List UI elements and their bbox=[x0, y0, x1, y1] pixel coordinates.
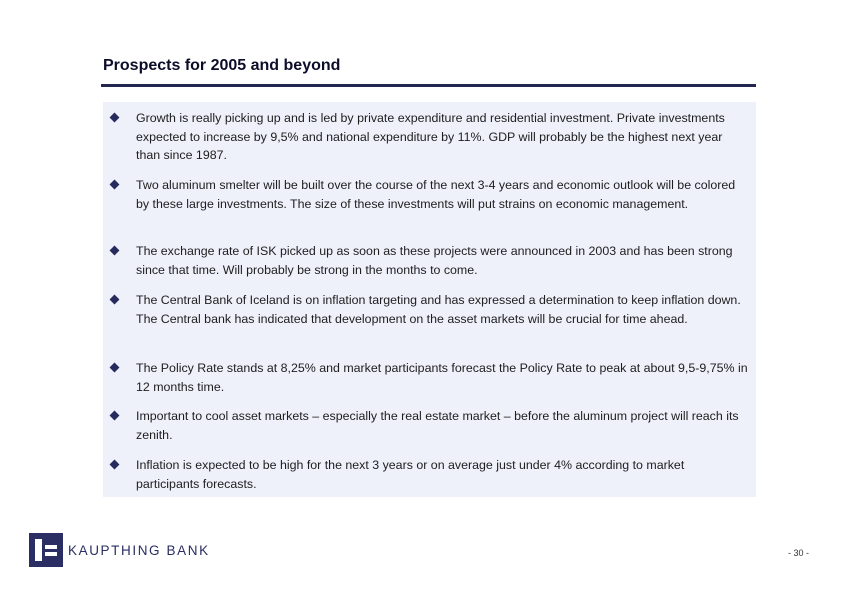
diamond-bullet-icon bbox=[110, 295, 120, 305]
bullet-panel bbox=[103, 102, 756, 497]
diamond-bullet-icon bbox=[110, 246, 120, 256]
diamond-bullet-icon bbox=[110, 113, 120, 123]
bullet-text: Inflation is expected to be high for the next 3 years or on average just under 4% according to market participants forecasts. bbox=[136, 458, 685, 491]
kaupthing-logo-icon bbox=[29, 533, 63, 567]
diamond-bullet-icon bbox=[110, 411, 120, 421]
diamond-bullet-icon bbox=[110, 363, 120, 373]
diamond-bullet-icon bbox=[110, 180, 120, 190]
kaupthing-logo bbox=[29, 533, 229, 567]
brand-name: KAUPTHING BANK bbox=[68, 543, 210, 558]
diamond-bullet-icon bbox=[110, 460, 120, 470]
page-number: - 30 - bbox=[788, 548, 810, 558]
bullet-text: Growth is really picking up and is led by private expenditure and residential investment. Private investments expected to increase by 9,5% and national expenditure by 11%. GDP will probably be the highest next year than since 1987. bbox=[136, 111, 725, 162]
bullet-text: The Policy Rate stands at 8,25% and market participants forecast the Policy Rate to peak at about 9,5-9,75% in 12 months time. bbox=[136, 361, 748, 394]
slide-title: Prospects for 2005 and beyond bbox=[103, 57, 341, 74]
bullet-text: The exchange rate of ISK picked up as soon as these projects were announced in 2003 and has been strong since that time. Will probably be strong in the months to come. bbox=[136, 244, 733, 277]
bullet-text: The Central Bank of Iceland is on inflation targeting and has expressed a determination to keep inflation down. The Central bank has indicated that development on the asset markets will be crucial for time ahead. bbox=[136, 293, 741, 326]
bullet-text: Important to cool asset markets – especially the real estate market – before the aluminum project will reach its zenith. bbox=[136, 409, 739, 442]
title-rule bbox=[101, 84, 756, 87]
bullet-text: Two aluminum smelter will be built over the course of the next 3-4 years and economic outlook will be colored by these large investments. The size of these investments will put strains on economic management. bbox=[136, 178, 736, 211]
